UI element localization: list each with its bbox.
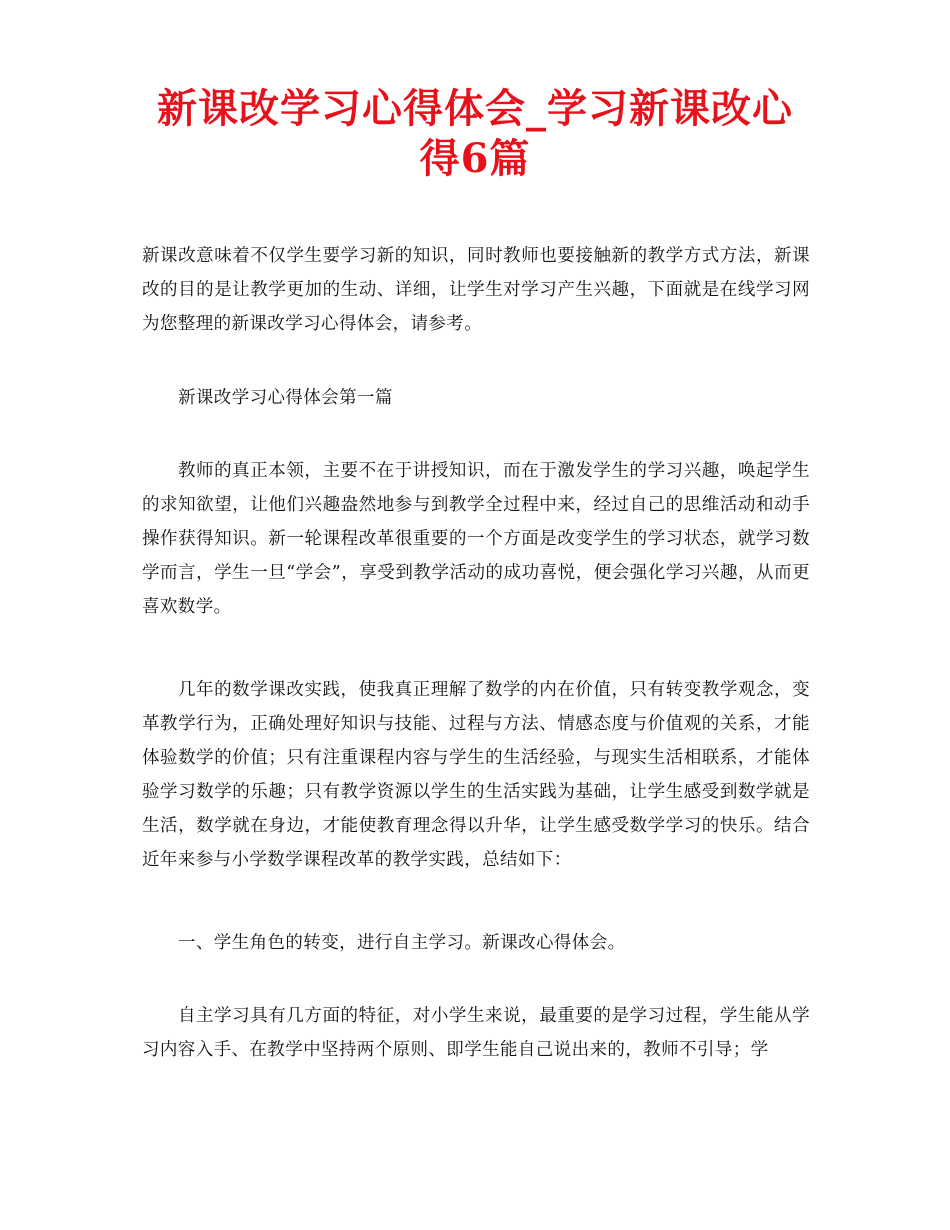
subheading-student-role: 一、学生角色的转变，进行自主学习。新课改心得体会。 (178, 933, 626, 953)
body-paragraph-2: 几年的数学课改实践，使我真正理解了数学的内在价值，只有转变教学观念，变革教学行为，正确处理好知识与技能、过程与方法、情感态度与价值观的关系，才能体验数学的价值；只有注重课程内容与学生的生活经验，与现实生活相联系，才能体验学习数学的乐趣；只有教学资源以学生的生活实践为基础，让学生感受到数学就是生活，数学就在身边，才能使教育理念得以升华，让学生感受数学学习的快乐。结合近年来参与小学数学课程改革的教学实践，总结如下： (142, 680, 810, 870)
section-heading-first: 新课改学习心得体会第一篇 (178, 388, 393, 408)
intro-paragraph: 新课改意味着不仅学生要学习新的知识，同时教师也要接触新的教学方式方法，新课改的目的是让教学更加的生动、详细，让学生对学习产生兴趣，下面就是在线学习网为您整理的新课改学习心得体会，请参考。 (142, 246, 810, 334)
document-title: 新课改学习心得体会_学习新课改心得6篇 (157, 85, 793, 182)
body-paragraph-3: 自主学习具有几方面的特征，对小学生来说，最重要的是学习过程，学生能从学习内容入手、在教学中坚持两个原则、即学生能自己说出来的，教师不引导；学 (142, 1006, 810, 1060)
body-paragraph-1: 教师的真正本领，主要不在于讲授知识，而在于激发学生的学习兴趣，唤起学生的求知欲望，让他们兴趣盎然地参与到教学全过程中来，经过自己的思维活动和动手操作获得知识。新一轮课程改革很重要的一个方面是改变学生的学习状态，就学习数学而言，学生一旦“学会”，享受到教学活动的成功喜悦，便会强化学习兴趣，从而更喜欢数学。 (142, 461, 810, 617)
